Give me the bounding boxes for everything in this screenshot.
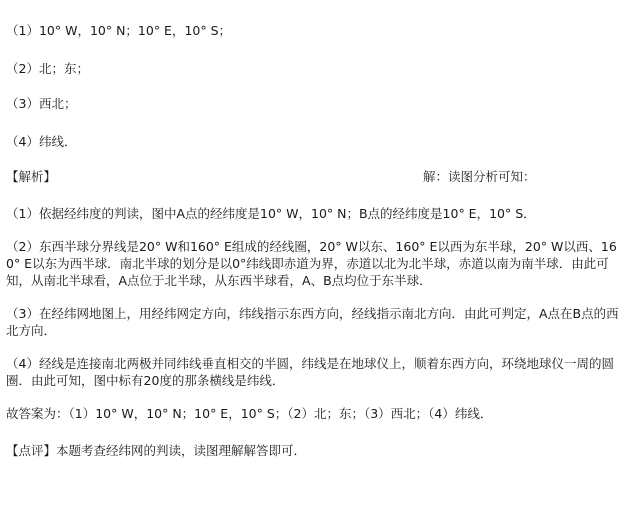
answer-line-2: （2）北；东； (6, 61, 89, 76)
final-answer: 故答案为：（1）10° W，10° N；10° E，10° S；（2）北；东；（3）西北；（4）纬线． (6, 406, 493, 421)
analysis-label: 【解析】 (6, 169, 57, 184)
answer-line-3: （3）西北； (6, 96, 77, 111)
comment: 【点评】本题考查经纬网的判读，读图理解解答即可． (6, 443, 307, 458)
analysis-paragraph-4: （4）经线是连接南北两极并同纬线垂直相交的半圆，纬线是在地球仪上，顺着东西方向，环绕地球仪一周的圆圈．由此可知，图中标有20度的那条横线是纬线． (6, 356, 614, 388)
analysis-paragraph-1: （1）依据经纬度的判读，图中A点的经纬度是10° W，10° N；B点的经纬度是10° E，10° S． (6, 206, 536, 221)
answer-line-4: （4）纬线． (6, 134, 77, 149)
analysis-intro: 解：读图分析可知： (423, 169, 536, 184)
answer-line-1: （1）10° W，10° N；10° E，10° S； (6, 23, 232, 38)
analysis-paragraph-2: （2）东西半球分界线是20° W和160° E组成的经线圈，20° W以东、160° E以西为东半球，20° W以西、160° E以东为西半球．南北半球的划分是以0°纬线即赤道为界，赤道以北为北半球，赤道以南为南半球．由此可知，从南北半球看，A点位于北半球，从东西半球看，A、B点均位于东半球． (6, 239, 617, 288)
analysis-paragraph-3: （3）在经纬网地图上，用经纬网定方向，纬线指示东西方向，经线指示南北方向．由此可判定，A点在B点的西北方向． (6, 306, 619, 338)
